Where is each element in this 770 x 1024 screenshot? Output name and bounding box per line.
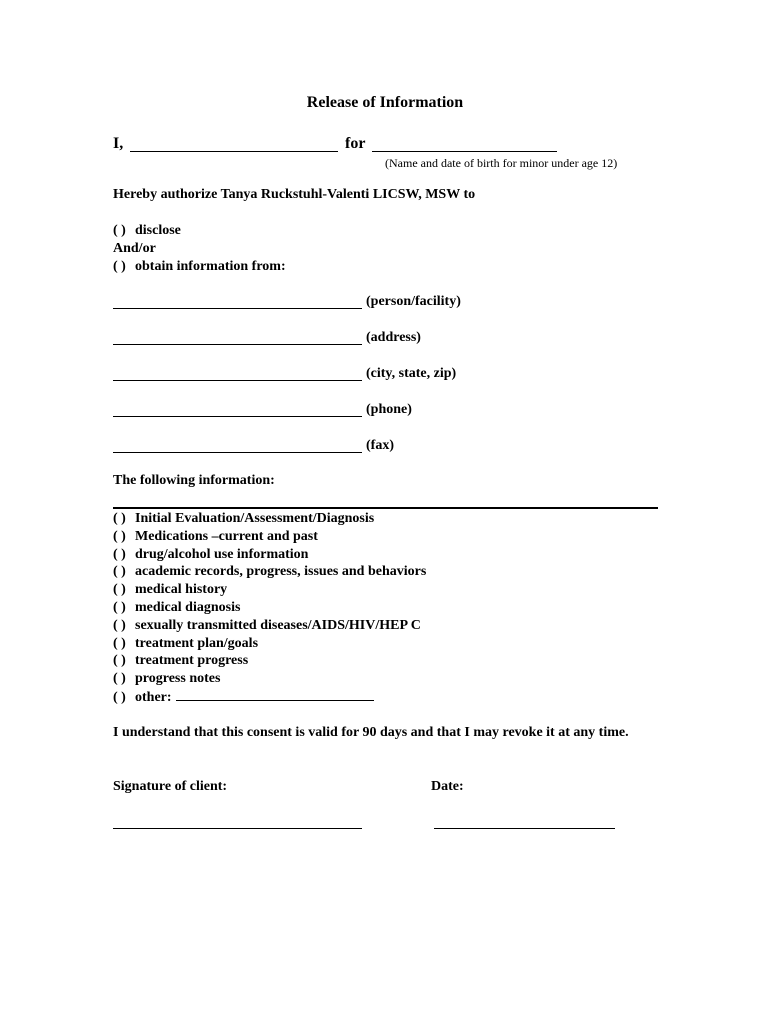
item-checkbox[interactable]: ( ) [113,511,126,526]
item-checkbox[interactable]: ( ) [113,617,126,633]
person-facility-label: (person/facility) [366,294,461,309]
obtain-label: obtain information from: [135,259,286,274]
signature-label: Signature of client: [113,779,228,794]
and-or-label: And/or [113,241,156,256]
consent-statement: I understand that this consent is valid for 90 days and that I may revoke it at any time. [113,725,629,740]
list-item[interactable]: ( ) treatment plan/goals [113,635,259,651]
list-item[interactable]: ( ) academic records, progress, issues and behaviors [113,564,427,580]
disclose-option[interactable] [113,222,181,240]
for-label: for [345,135,366,152]
disclose-checkbox[interactable]: ( ) [113,223,126,238]
date-label: Date: [431,779,464,794]
phone-label: (phone) [366,402,412,417]
list-item[interactable]: ( ) drug/alcohol use information [113,546,309,562]
following-information-label: The following information: [113,473,275,488]
person-facility-field[interactable] [113,308,362,309]
client-name-field[interactable] [130,151,338,152]
obtain-checkbox[interactable]: ( ) [113,259,126,274]
list-item[interactable]: ( ) medical history [113,582,228,598]
section-divider [113,507,658,509]
item-checkbox[interactable]: ( ) [113,582,126,598]
item-checkbox[interactable]: ( ) [113,599,126,615]
list-item[interactable]: ( ) progress notes [113,671,221,687]
phone-field[interactable] [113,416,362,417]
address-label: (address) [366,330,421,345]
item-checkbox[interactable]: ( ) [113,689,126,705]
list-item-other[interactable]: ( ) other: [113,688,426,706]
list-item[interactable]: ( ) sexually transmitted diseases/AIDS/HIV/HEP C [113,617,421,633]
signature-field[interactable] [113,828,362,829]
minor-hint: (Name and date of birth for minor under age 12) [385,156,618,170]
item-checkbox[interactable]: ( ) [113,653,126,669]
name-line-prefix: I, [113,135,124,152]
item-checkbox[interactable]: ( ) [113,528,126,544]
item-checkbox[interactable]: ( ) [113,546,126,562]
authorization-statement: Hereby authorize Tanya Ruckstuhl-Valenti LICSW, MSW to [113,187,476,202]
item-checkbox[interactable]: ( ) [113,671,126,687]
disclose-label: disclose [135,223,181,238]
other-field[interactable] [176,688,374,701]
information-checklist [113,510,426,706]
item-checkbox[interactable]: ( ) [113,564,126,580]
fax-field[interactable] [113,452,362,453]
city-state-zip-label: (city, state, zip) [366,366,457,381]
list-item[interactable]: ( ) Medications –current and past [113,528,318,544]
obtain-option[interactable] [113,258,286,276]
address-field[interactable] [113,344,362,345]
page-title: Release of Information [306,94,464,111]
item-checkbox[interactable]: ( ) [113,635,126,651]
minor-name-dob-field[interactable] [372,151,557,152]
list-item[interactable]: ( ) treatment progress [113,653,249,669]
list-item[interactable]: ( ) medical diagnosis [113,599,241,615]
date-field[interactable] [434,828,615,829]
fax-label: (fax) [366,438,394,453]
city-state-zip-field[interactable] [113,380,362,381]
list-item[interactable]: ( ) Initial Evaluation/Assessment/Diagnosis [113,511,375,526]
